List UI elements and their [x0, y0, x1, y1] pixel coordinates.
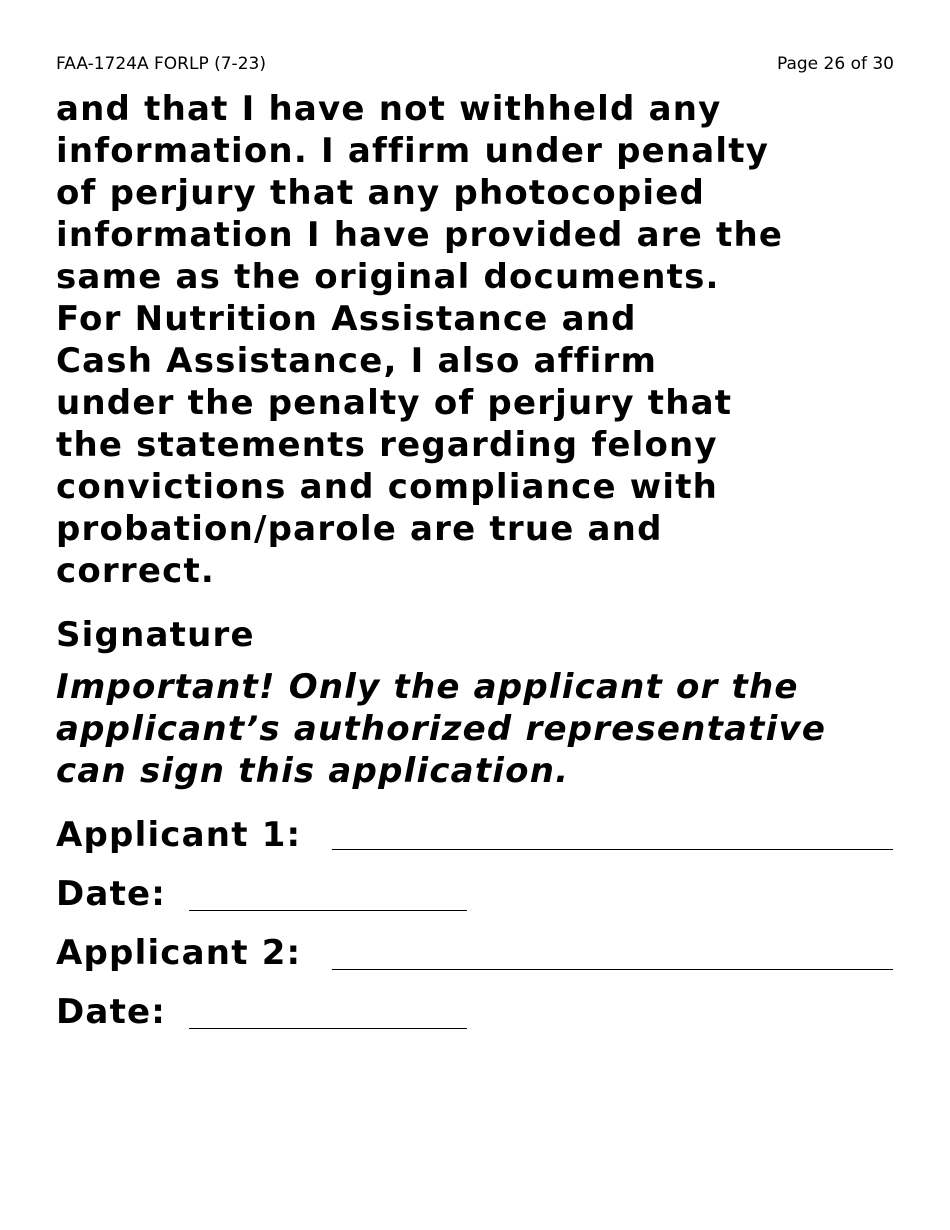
affirmation-line: the statements regarding felony: [56, 425, 718, 465]
date1-label: Date:: [56, 874, 167, 914]
affirmation-line: information. I affirm under penalty: [56, 131, 770, 171]
affirmation-line: probation/parole are true and: [56, 509, 663, 549]
affirmation-line: information I have provided are the: [56, 215, 784, 255]
page-number: Page 26 of 30: [776, 54, 894, 74]
signature-heading: Signature: [56, 615, 255, 655]
applicant2-signature-line[interactable]: [332, 969, 893, 970]
affirmation-line: convictions and compliance with: [56, 467, 719, 507]
affirmation-line: For Nutrition Assistance and: [56, 299, 637, 339]
applicant2-label: Applicant 2:: [56, 933, 302, 973]
affirmation-line: of perjury that any photocopied: [56, 173, 706, 213]
affirmation-line: under the penalty of perjury that: [56, 383, 733, 423]
applicant1-signature-line[interactable]: [332, 849, 893, 850]
applicant1-label: Applicant 1:: [56, 815, 302, 855]
affirmation-line: same as the original documents.: [56, 257, 720, 297]
date2-label: Date:: [56, 992, 167, 1032]
important-line: can sign this application.: [56, 751, 570, 791]
important-notice: [56, 666, 916, 792]
form-id: FAA-1724A FORLP (7-23): [56, 54, 266, 74]
date2-line[interactable]: [189, 1028, 467, 1029]
affirmation-line: Cash Assistance, I also affirm: [56, 341, 658, 381]
affirmation-line: correct.: [56, 551, 216, 591]
affirmation-line: and that I have not withheld any: [56, 89, 722, 129]
affirmation-paragraph: [56, 88, 906, 592]
important-line: Important! Only the applicant or the: [56, 667, 799, 707]
date1-line[interactable]: [189, 910, 467, 911]
important-line: applicant’s authorized representative: [56, 709, 827, 749]
page-header: [56, 52, 894, 76]
